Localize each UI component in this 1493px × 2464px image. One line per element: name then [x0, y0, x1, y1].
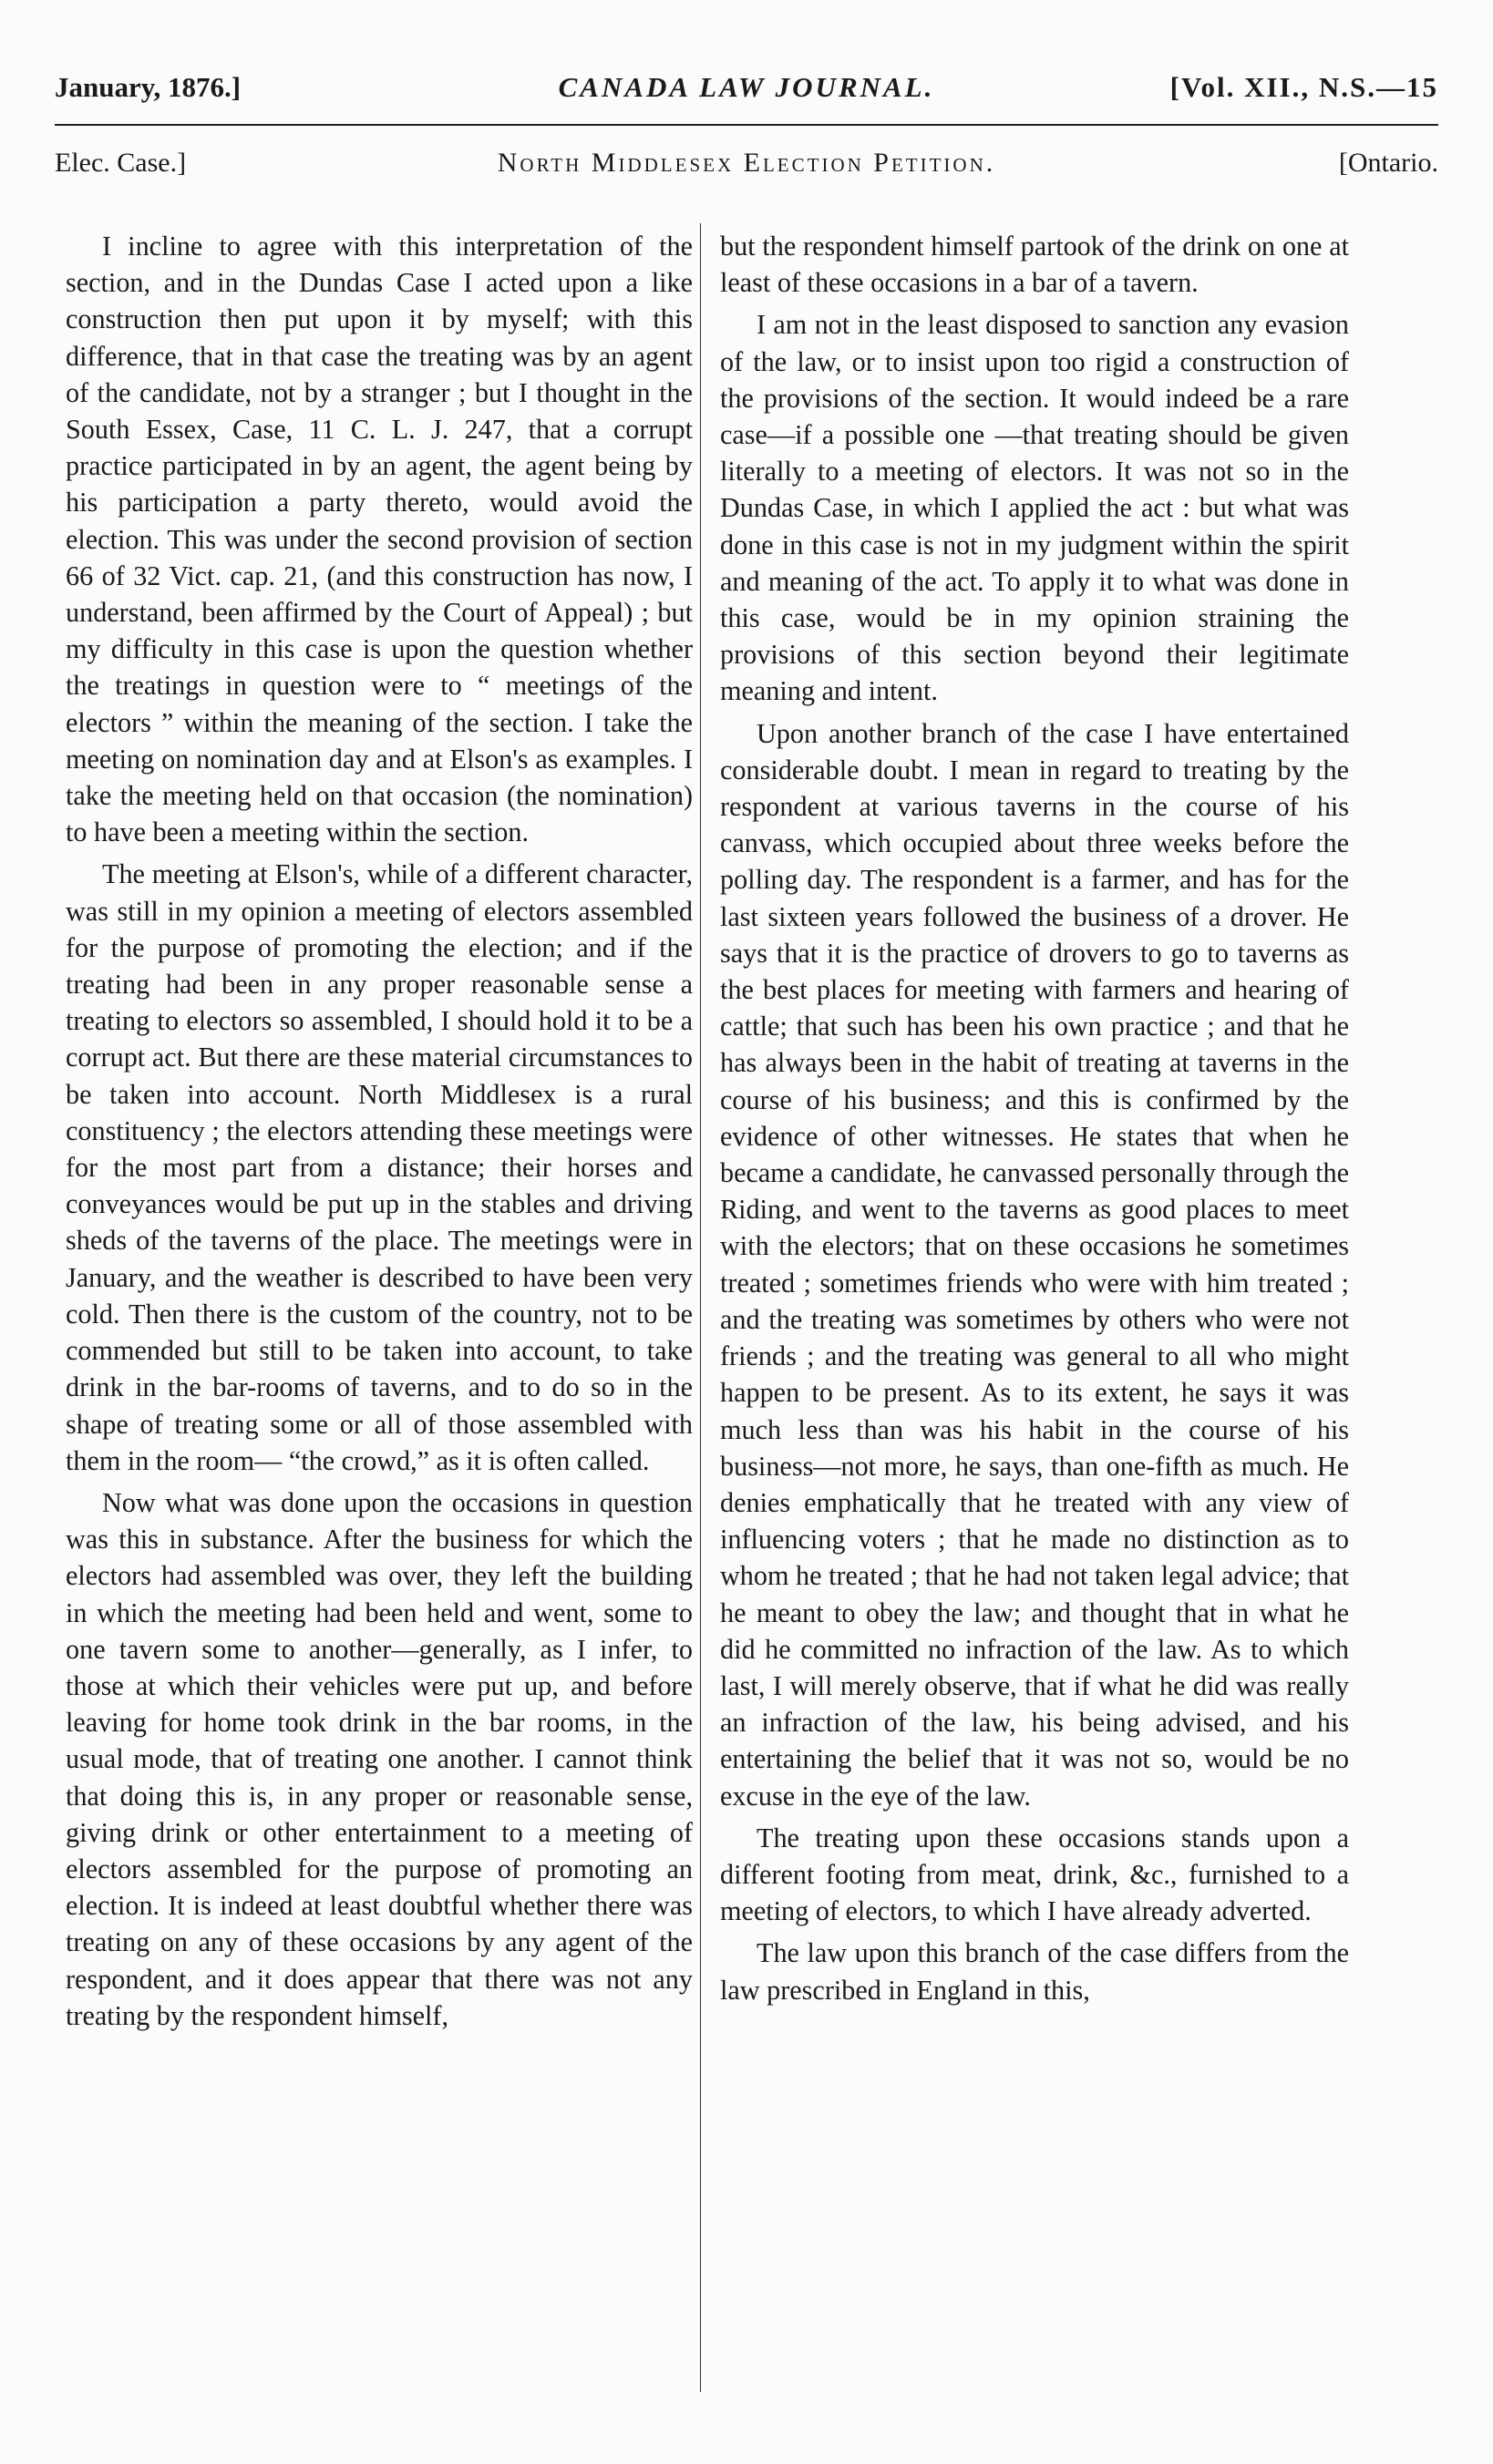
paragraph: The law upon this branch of the case differs from the law prescribed in England in this, — [720, 1937, 1349, 2006]
paragraph: but the respondent himself partook of the drink on one at least of these occasions in a bar of a tavern. — [720, 231, 1349, 299]
right-column — [720, 228, 1349, 2397]
running-header — [55, 71, 1438, 115]
issue-date: January, 1876.] — [55, 71, 242, 103]
paragraph: I am not in the least disposed to sanction any evasion of the law, or to insist upon too rigid a construction of the provisions of the section. It would indeed be a rare case—if a possible one —that treating should be given literally to a meeting of electors. It was not so in the Dundas Case, in which I applied the act : but what was done in this case is not in my judgment within the spirit and meaning of the act. To apply it to what was done in this case, would be in my opinion straining the provisions of this section beyond their legitimate meaning and intent. — [720, 309, 1349, 707]
header-rule — [55, 124, 1438, 126]
paragraph: The meeting at Elson's, while of a different character, was still in my opinion a meeting of electors assembled for the purpose of promoting the election; and if the treating had been in any proper reasonable sense a treating to electors so assembled, I should hold it to be a corrupt act. But there are these material circumstances to be taken into account. North Middlesex is a rural constituency ; the electors attending these meetings were for the most part from a distance; their horses and conveyances would be put up in the stables and driving sheds of the taverns of the place. The meetings were in January, and the weather is described to have been very cold. Then there is the custom of the country, not to be commended but still to be taken into account, to take drink in the bar-rooms of taverns, and to do so in the shape of treating some or all of those assembled with them in the room— “the crowd,” as it is often called. — [66, 858, 693, 1476]
case-header — [55, 148, 1438, 188]
paragraph: I incline to agree with this interpretation of the section, and in the Dundas Case I acted upon a like construction then put upon it by myself; with this difference, that in that case the treating was by an agent of the candidate, not by a stranger ; but I thought in the South Essex, Case, 11 C. L. J. 247, that a corrupt practice participated in by an agent, the agent being by his participation a party thereto, would avoid the election. This was under the second provision of section 66 of 32 Vict. cap. 21, (and this construction has now, I understand, been affirmed by the Court of Appeal) ; but my difficulty in this case is upon the question whether the treatings in question were to “ meetings of the electors ” within the meaning of the section. I take the meeting on nomination day and at Elson's as examples. I take the meeting held on that occasion (the nomination) to have been a meeting within the section. — [66, 231, 693, 848]
paragraph: The treating upon these occasions stands upon a different footing from meat, drink, &c., furnished to a meeting of electors, to which I have already adverted. — [720, 1822, 1349, 1927]
column-divider — [700, 223, 701, 2392]
paragraph: Upon another branch of the case I have entertained considerable doubt. I mean in regard to treating by the respondent at various taverns in the course of his canvass, which occupied about three weeks before the polling day. The respondent is a farmer, and has for the last sixteen years followed the business of a drover. He says that it is the practice of drovers to go to taverns as the best places for meeting with farmers and hearing of cattle; that such has been his own practice ; and that he has always been in the habit of treating at taverns in the course of his business; and this is confirmed by the evidence of other witnesses. He states that when he became a candidate, he canvassed personally through the Riding, and went to the taverns as good places to meet with the electors; that on these occasions he sometimes treated ; sometimes friends who were with him treated ; and the treating was sometimes by others who were not friends ; and the treating was general to all who might happen to be present. As to its extent, he says it was much less than was his habit in the course of his business—not more, he says, than one-fifth as much. He denies emphatically that he treated with any view of influencing voters ; that he made no distinction as to whom he treated ; that he had not taken legal advice; that he meant to obey the law; and thought that in what he did he committed no infraction of the law. As to which last, I will merely observe, that if what he did was really an infraction of the law, his being advised, and his entertaining the belief that it was not so, would be no excuse in the eye of the law. — [720, 717, 1349, 1812]
case-title: North Middlesex Election Petition. — [497, 148, 996, 178]
jurisdiction: [Ontario. — [1338, 148, 1438, 178]
left-column — [66, 228, 693, 2397]
paragraph: Now what was done upon the occasions in question was this in substance. After the business for which the electors had assembled was over, they left the building in which the meeting had been held and went, some to one tavern some to another—generally, as I infer, to those at which their vehicles were put up, and before leaving for home took drink in the bar rooms, in the usual mode, that of treating one another. I cannot think that doing this is, in any proper or reasonable sense, giving drink or other entertainment to a meeting of electors assembled for the purpose of promoting an election. It is indeed at least doubtful whether there was treating on any of these occasions by any agent of the respondent, and it does appear that there was not any treating by the respondent himself, — [66, 1486, 693, 2031]
journal-title: CANADA LAW JOURNAL. — [558, 71, 935, 103]
volume-page: [Vol. XII., N.S.—15 — [1169, 71, 1438, 103]
case-type: Elec. Case.] — [55, 148, 187, 178]
